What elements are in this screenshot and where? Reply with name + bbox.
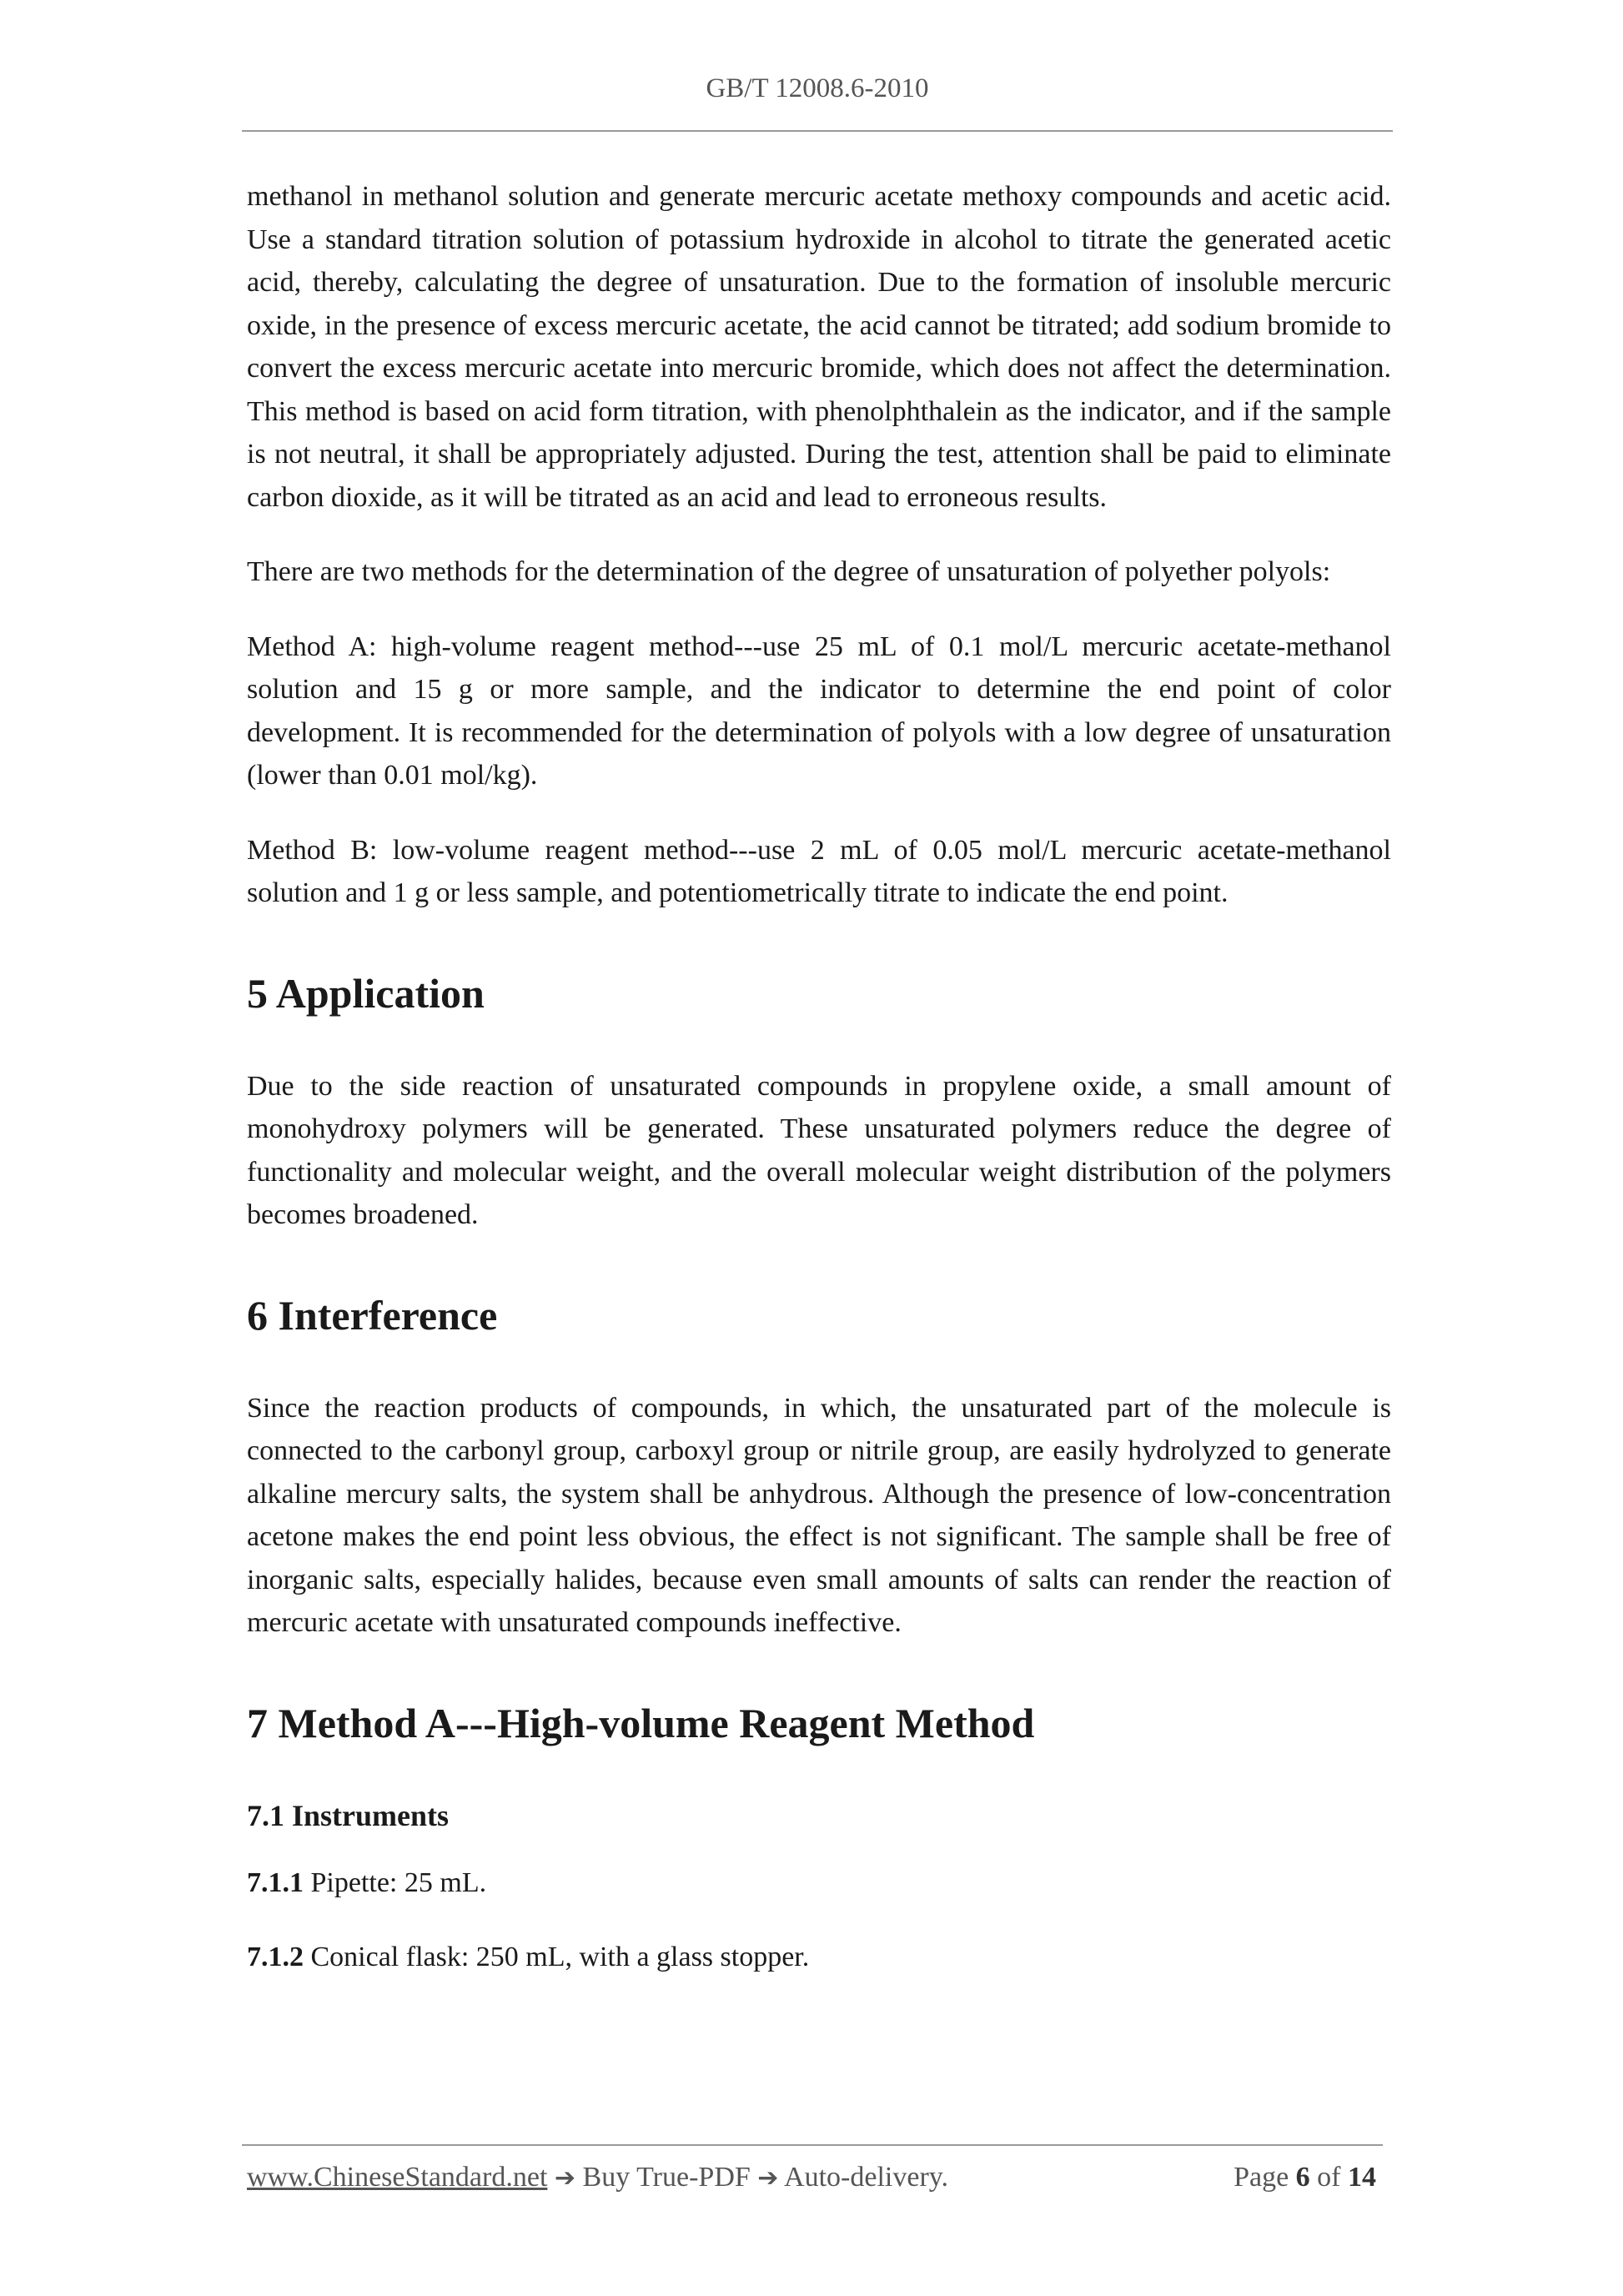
clause-text: Conical flask: 250 mL, with a glass stopper. bbox=[304, 1942, 810, 1972]
section-heading-interference: 6 Interference bbox=[247, 1291, 498, 1339]
page-indicator bbox=[1234, 2162, 1376, 2193]
page-label: Page bbox=[1234, 2162, 1296, 2193]
paragraph-interference: Since the reaction products of compounds, in which, the unsaturated part of the molecule is connected to the carbonyl group, carboxyl group or nitrile group, are easily hydrolyzed to generate alkaline mercury salts, the system shall be anhydrous. Although the presence of low-concentration acetone makes the end point less obvious, the effect is not significant. The sample shall be free of inorganic salts, especially halides, because even small amounts of salts can render the reaction of mercuric acetate with unsaturated compounds ineffective. bbox=[247, 1392, 1391, 1638]
auto-delivery-text: Auto-delivery. bbox=[778, 2162, 949, 2193]
paragraph-method-principle: methanol in methanol solution and generate mercuric acetate methoxy compounds and acetic acid. Use a standard titration solution of potassium hydroxide in alcohol to titrate the generated acetic acid, thereby, calculating the degree of unsaturation. Due to the formation of insoluble mercuric oxide, in the presence of excess mercuric acetate, the acid cannot be titrated; add sodium bromide to convert the excess mercuric acetate into mercuric bromide, which does not affect the determination. This method is based on acid form titration, with phenolphthalein as the indicator, and if the sample is not neutral, it shall be appropriately adjusted. During the test, attention shall be paid to eliminate carbon dioxide, as it will be titrated as an acid and lead to erroneous results. bbox=[247, 181, 1391, 513]
page-content bbox=[247, 175, 1391, 2011]
clause-number: 7.1.1 bbox=[247, 1866, 304, 1898]
paragraph-application: Due to the side reaction of unsaturated compounds in propylene oxide, a small amount of monohydroxy polymers will be generated. These unsaturated polymers reduce the degree of functionality and molecular weight, and the overall molecular weight distribution of the polymers becomes broadened. bbox=[247, 1070, 1391, 1230]
subsection-heading-instruments: 7.1 Instruments bbox=[247, 1798, 450, 1832]
page-total: 14 bbox=[1348, 2162, 1376, 2193]
section-heading-method-a: 7 Method A---High-volume Reagent Method bbox=[247, 1699, 1035, 1746]
paragraph-method-b: Method B: low-volume reagent method---use 2 mL of 0.05 mol/L mercuric acetate-methanol solution and 1 g or less sample, and potentiometrically titrate to indicate the end point. bbox=[247, 834, 1391, 908]
paragraph-two-methods: There are two methods for the determination of the degree of unsaturation of polyether polyols: bbox=[247, 556, 1331, 587]
clause-text: Pipette: 25 mL. bbox=[304, 1866, 487, 1898]
arrow-right-icon: ➔ bbox=[757, 2163, 779, 2193]
page-number: 6 bbox=[1295, 2162, 1310, 2193]
header-divider bbox=[242, 130, 1393, 132]
footer-links bbox=[247, 2162, 948, 2193]
footer-divider bbox=[242, 2144, 1383, 2146]
clause-number: 7.1.2 bbox=[247, 1942, 304, 1972]
of-label: of bbox=[1309, 2162, 1348, 2193]
arrow-right-icon: ➔ bbox=[554, 2163, 576, 2193]
section-heading-application: 5 Application bbox=[247, 969, 485, 1017]
buy-true-pdf-text: Buy True-PDF bbox=[575, 2162, 758, 2193]
document-header: GB/T 12008.6-2010 bbox=[706, 73, 929, 103]
clause-conical-flask bbox=[247, 1936, 1391, 1979]
paragraph-method-a: Method A: high-volume reagent method---use 25 mL of 0.1 mol/L mercuric acetate-methanol solution and 15 g or more sample, and the indicator to determine the end point of color development. It is recommended for the determination of polyols with a low degree of unsaturation (lower than 0.01 mol/kg). bbox=[247, 631, 1391, 791]
clause-pipette bbox=[247, 1861, 1391, 1905]
website-link[interactable]: www.ChineseStandard.net bbox=[247, 2162, 548, 2193]
